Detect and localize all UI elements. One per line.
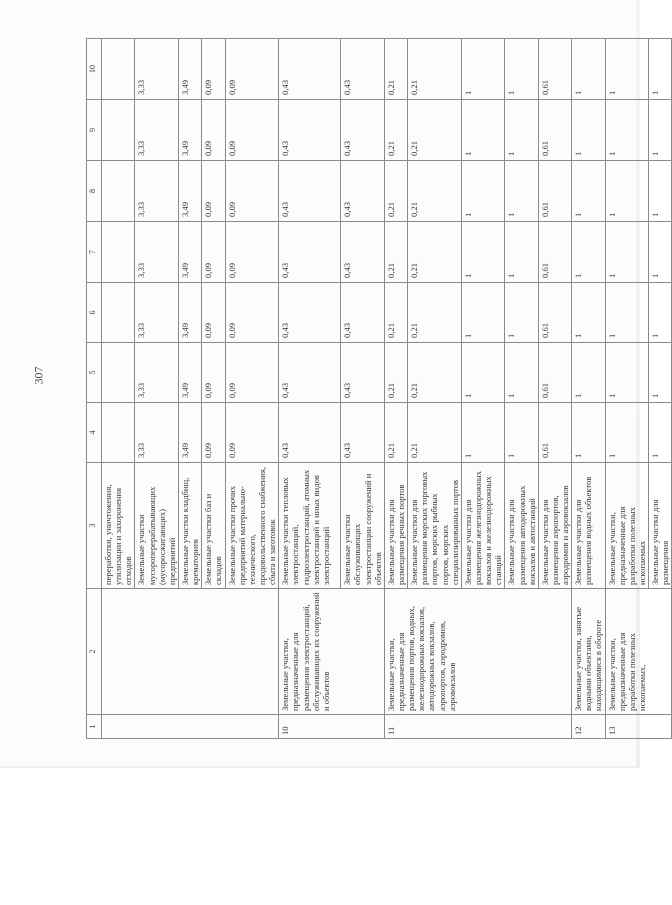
coefficient-cell: 0,43: [279, 161, 341, 222]
cadastral-rates-table: [86, 38, 672, 739]
subcategory-cell: Земельные участки для размещения: [649, 463, 672, 589]
row-number-cell: [102, 715, 279, 739]
coefficient-cell: 0,09: [202, 161, 225, 222]
coefficient-cell: 0,61: [538, 222, 571, 283]
subcategory-cell: Земельные участки для размещения автодорожных вокзалов и автостанций: [505, 463, 538, 589]
coefficient-cell: 0,43: [341, 222, 385, 283]
coefficient-cell: 1: [461, 39, 505, 100]
coefficient-cell: 0,21: [408, 39, 462, 100]
coefficient-cell: 3,49: [178, 39, 201, 100]
coefficient-cell: 1: [505, 100, 538, 161]
coefficient-cell: 0,43: [341, 283, 385, 343]
coefficient-cell: 0,61: [538, 403, 571, 463]
header-row: [87, 39, 102, 739]
coefficient-cell: 1: [649, 222, 672, 283]
subcategory-cell: Земельные участки для размещения морских торговых портов, морских рыбных портов, морских специализированных портов: [408, 463, 462, 589]
coefficient-cell: 1: [605, 283, 649, 343]
coefficient-cell: 0,21: [384, 222, 407, 283]
coefficient-cell: 1: [605, 403, 649, 463]
coefficient-cell: 0,21: [384, 403, 407, 463]
coefficient-cell: 3,33: [135, 161, 179, 222]
coefficient-cell: [102, 403, 135, 463]
subcategory-cell: Земельные участки кладбищ, крематориев: [178, 463, 201, 589]
coefficient-cell: 3,49: [178, 161, 201, 222]
subcategory-cell: Земельные участки обслуживающих электростанции сооружений и объектов: [341, 463, 385, 589]
subcategory-cell: Земельные участки мусороперерабатывающих (мусоросжигающих) предприятий: [135, 463, 179, 589]
subcategory-cell: переработки, уничтожения, утилизации и захоронения отходов: [102, 463, 135, 589]
header-cell: 6: [87, 283, 102, 343]
coefficient-cell: 1: [572, 39, 605, 100]
coefficient-cell: 1: [505, 222, 538, 283]
coefficient-cell: 3,33: [135, 283, 179, 343]
coefficient-cell: 3,49: [178, 343, 201, 403]
coefficient-cell: 1: [461, 161, 505, 222]
coefficient-cell: 0,09: [225, 222, 279, 283]
subcategory-cell: Земельные участки, предназначенные для разработки полезных ископаемых: [605, 463, 649, 589]
category-description-cell: Земельные участки, предназначенные для размещения портов, водных, железнодорожных вокзалов, автодорожных вокзалов, аэропортов, аэродромов, аэровокзалов: [384, 589, 571, 715]
category-description-cell: [102, 589, 279, 715]
header-cell: 1: [87, 715, 102, 739]
coefficient-cell: 1: [572, 222, 605, 283]
subcategory-cell: Земельные участки для размещения речных портов: [384, 463, 407, 589]
coefficient-cell: 1: [649, 343, 672, 403]
coefficient-cell: 1: [461, 222, 505, 283]
row-number-cell: 10: [279, 715, 385, 739]
coefficient-cell: 1: [461, 403, 505, 463]
coefficient-cell: 0,09: [202, 222, 225, 283]
coefficient-cell: 0,21: [384, 283, 407, 343]
table-row: [384, 39, 407, 739]
subcategory-cell: Земельные участки баз и складов: [202, 463, 225, 589]
coefficient-cell: 0,09: [202, 100, 225, 161]
coefficient-cell: 0,43: [279, 283, 341, 343]
coefficient-cell: 3,49: [178, 403, 201, 463]
coefficient-cell: 0,09: [202, 343, 225, 403]
coefficient-cell: 0,09: [202, 283, 225, 343]
coefficient-cell: 1: [461, 283, 505, 343]
coefficient-cell: 0,43: [341, 161, 385, 222]
coefficient-cell: 0,09: [202, 403, 225, 463]
subcategory-cell: Земельные участки прочих предприятий материально-технического, продовольственного снабжения, сбыта и заготовок: [225, 463, 279, 589]
coefficient-cell: [102, 222, 135, 283]
coefficient-cell: 0,43: [279, 403, 341, 463]
coefficient-cell: 0,09: [225, 161, 279, 222]
subcategory-cell: Земельные участки для размещения водных объектов: [572, 463, 605, 589]
header-cell: 3: [87, 463, 102, 589]
coefficient-cell: 0,61: [538, 343, 571, 403]
coefficient-cell: 1: [505, 343, 538, 403]
coefficient-cell: 1: [605, 161, 649, 222]
subcategory-cell: Земельные участки для размещения аэропортов, аэродромов и аэровокзалов: [538, 463, 571, 589]
coefficient-cell: 1: [505, 403, 538, 463]
page-number: 307: [31, 366, 46, 385]
coefficient-cell: 3,49: [178, 100, 201, 161]
header-cell: 10: [87, 39, 102, 100]
coefficient-cell: 0,21: [408, 222, 462, 283]
coefficient-cell: 0,61: [538, 39, 571, 100]
coefficient-cell: 3,49: [178, 283, 201, 343]
coefficient-cell: 1: [572, 161, 605, 222]
coefficient-cell: 0,43: [279, 222, 341, 283]
subcategory-cell: Земельные участки тепловых электростанций, гидроэлектростанций, атомных электростанций и иных видов электростанций: [279, 463, 341, 589]
coefficient-cell: 0,43: [279, 343, 341, 403]
coefficient-cell: 0,61: [538, 283, 571, 343]
coefficient-cell: 1: [505, 161, 538, 222]
header-cell: 8: [87, 161, 102, 222]
coefficient-cell: [102, 283, 135, 343]
coefficient-cell: 0,43: [341, 39, 385, 100]
coefficient-cell: 1: [505, 39, 538, 100]
coefficient-cell: 1: [572, 403, 605, 463]
coefficient-cell: 1: [572, 343, 605, 403]
coefficient-cell: 0,09: [225, 39, 279, 100]
coefficient-cell: 3,49: [178, 222, 201, 283]
row-number-cell: 11: [384, 715, 571, 739]
subcategory-cell: Земельные участки для размещения железнодорожных вокзалов и железнодорожных станций: [461, 463, 505, 589]
coefficient-cell: 0,43: [341, 343, 385, 403]
coefficient-cell: 1: [605, 39, 649, 100]
coefficient-cell: 3,33: [135, 39, 179, 100]
category-description-cell: Земельные участки, занятые водными объектами, находящимися в обороте: [572, 589, 605, 715]
coefficient-cell: 0,21: [384, 343, 407, 403]
table-row: [572, 39, 605, 739]
coefficient-cell: 1: [649, 39, 672, 100]
coefficient-cell: 1: [649, 161, 672, 222]
table-row: [279, 39, 341, 739]
table-row: [102, 39, 135, 739]
coefficient-cell: 1: [649, 100, 672, 161]
coefficient-cell: 0,09: [202, 39, 225, 100]
category-description-cell: Земельные участки, предназначенные для размещения электростанций, обслуживающих их сооружений и объектов: [279, 589, 385, 715]
table-container: [86, 39, 671, 739]
header-cell: 4: [87, 403, 102, 463]
coefficient-cell: 0,21: [384, 39, 407, 100]
coefficient-cell: 0,43: [279, 39, 341, 100]
table-row: [605, 39, 649, 739]
row-number-cell: 12: [572, 715, 605, 739]
coefficient-cell: 1: [605, 343, 649, 403]
coefficient-cell: [102, 39, 135, 100]
coefficient-cell: 1: [605, 100, 649, 161]
coefficient-cell: 1: [605, 222, 649, 283]
coefficient-cell: 3,33: [135, 343, 179, 403]
coefficient-cell: 0,61: [538, 161, 571, 222]
rotated-table-wrap: [86, 39, 671, 739]
coefficient-cell: 1: [505, 283, 538, 343]
coefficient-cell: 0,09: [225, 403, 279, 463]
coefficient-cell: 3,33: [135, 222, 179, 283]
row-number-cell: 13: [605, 715, 672, 739]
coefficient-cell: 0,43: [279, 100, 341, 161]
header-cell: 2: [87, 589, 102, 715]
header-cell: 9: [87, 100, 102, 161]
coefficient-cell: 0,09: [225, 100, 279, 161]
coefficient-cell: 1: [572, 100, 605, 161]
coefficient-cell: 0,21: [408, 403, 462, 463]
coefficient-cell: [102, 343, 135, 403]
coefficient-cell: 0,21: [384, 161, 407, 222]
coefficient-cell: 0,09: [225, 283, 279, 343]
coefficient-cell: 0,21: [384, 100, 407, 161]
coefficient-cell: 1: [572, 283, 605, 343]
header-cell: 7: [87, 222, 102, 283]
coefficient-cell: 3,33: [135, 100, 179, 161]
coefficient-cell: 0,09: [225, 343, 279, 403]
coefficient-cell: 1: [649, 403, 672, 463]
header-cell: 5: [87, 343, 102, 403]
coefficient-cell: 0,21: [408, 100, 462, 161]
coefficient-cell: [102, 161, 135, 222]
coefficient-cell: 1: [461, 343, 505, 403]
coefficient-cell: 0,21: [408, 343, 462, 403]
coefficient-cell: 0,21: [408, 283, 462, 343]
coefficient-cell: 1: [649, 283, 672, 343]
coefficient-cell: 0,43: [341, 403, 385, 463]
coefficient-cell: 0,43: [341, 100, 385, 161]
coefficient-cell: 3,33: [135, 403, 179, 463]
category-description-cell: Земельные участки, предназначенные для разработки полезных ископаемых,: [605, 589, 672, 715]
coefficient-cell: 1: [461, 100, 505, 161]
coefficient-cell: 0,21: [408, 161, 462, 222]
coefficient-cell: [102, 100, 135, 161]
coefficient-cell: 0,61: [538, 100, 571, 161]
